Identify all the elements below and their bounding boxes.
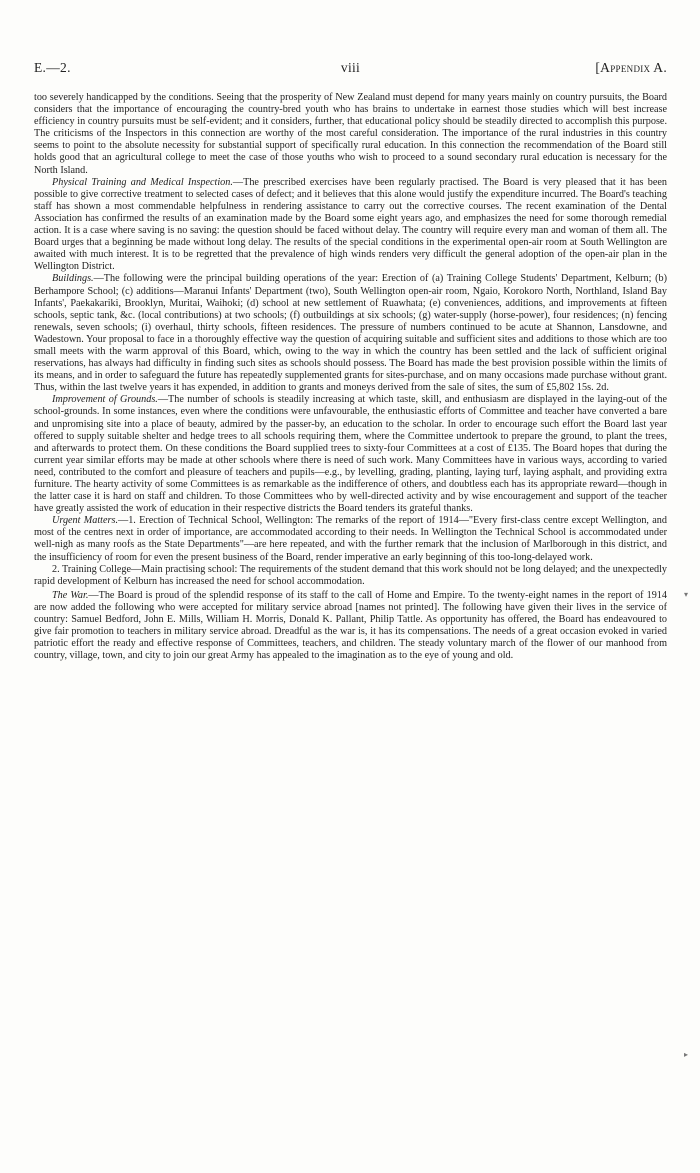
paragraph-buildings <box>34 273 667 394</box>
paragraph-text: too severely handicapped by the conditions. Seeing that the prosperity of New Zealand must depend for many years mainly on country pursuits, the Board considers that the importance of encouraging the country-bred youth who has brains to undertake in earnest those studies which will best increase efficiency in country pursuits must be self-evident; and it considers, further, that educational policy should be steadily directed to accomplish this purpose. The criticisms of the Inspectors in this connection are worthy of the most careful consideration. The importance of the rural industries in this country seems to point to the absolute necessity for substantial support of specifically rural education. In this connection the recommendation of the Board still holds good that an agricultural college to meet the case of those youths who wish to proceed to a sound secondary rural education is necessary for the North Island. <box>34 92 667 176</box>
section-heading: Improvement of Grounds. <box>52 394 158 406</box>
paragraph-the-war <box>34 590 667 663</box>
paragraph-training-college <box>34 564 667 588</box>
appendix-label: [Appendix A. <box>595 60 667 75</box>
page-header <box>34 60 667 80</box>
paragraph-rural-education <box>34 92 667 177</box>
paragraph-text: —The following were the principal building operations of the year: Erection of (a) Training College Students' Department, Kelburn; (b) Berhampore School; (c) additions—Maranui Infants' Department (two), South Wellington open-air room, Ngaio, Korokoro North, Northland, Island Bay Infants', Paekakariki, Brooklyn, Muritai, Waihoki; (d) school at new settlement of Ruawhata; (e) conveniences, additions, and improvements at fifteen schools, septic tank, &c. (local contributions) at two schools; (f) outbuildings at six schools; (g) water-supply (horse-power), four residences; (n) fencing renewals, seven schools; (i) overhaul, thirty schools, fifteen residences. The pressure of numbers continued to be acute at Shannon, Lansdowne, and Wadestown. Your proposal to face in a thoroughly effective way the question of acquiring suitable and sufficient sites and additions to those which are too small meets with the warm approval of this Board, which, owing to the way in which the country has been settled and the lack of sufficient original reservations, has always had difficulty in finding such sites as schools should possess. The Board has made the best provision possible within the limits of its means, and in order to safeguard the future has repeatedly supplemented grants for sites-purchase, and on many occasions made purchase without grant. Thus, within the last twelve years it has expended, in addition to grants and moneys derived from the sale of sites, the sum of £5,802 15s. 2d. <box>34 273 667 394</box>
paragraph-text: 2. Training College—Main practising school: The requirements of the student demand that this work should not be long delayed; and the unexpectedly rapid development of Kelburn has increased the need for school accommodation. <box>34 563 667 587</box>
body-text <box>34 92 667 662</box>
section-heading: Urgent Matters. <box>52 515 119 527</box>
paragraph-text: —The prescribed exercises have been regularly practised. The Board is very pleased that it has been possible to give corrective treatment to selected cases of defect; and it believes that this alone would justify the expenditure incurred. The Board's teaching staff has shown a most commendable helpfulness in rendering assistance to carry out the corrective courses. The recent examination of the Dental Association has confirmed the results of an examination made by the Board some eight years ago, and emphasizes the need for some thorough remedial action. It is a case where saving is no saving: the question should be faced without delay. The country will require every man and woman of them all. The Board urges that a beginning be made without long delay. The results of the special conditions in the experimental open-air room at South Wellington are awaited with much interest. It is to be regretted that the prevalence of high winds renders very difficult the general adoption of the open-air plan in the Wellington District. <box>34 176 668 273</box>
report-code: E.—2. <box>34 60 71 75</box>
section-heading: Buildings. <box>52 273 94 285</box>
section-heading: Physical Training and Medical Inspection. <box>52 176 233 188</box>
margin-mark-icon: ▾ <box>684 590 689 599</box>
paragraph-improvement-of-grounds <box>34 394 667 515</box>
paragraph-text: —1. Erection of Technical School, Wellington: The remarks of the report of 1914—"Every first-class centre except Wellington, and most of the centres next in order of importance, are accommodated according to their needs. In Wellington the Technical School is accommodated under well-nigh as many roofs as the State Departments"—are here repeated, and with the further remark that the inclusion of Marlborough in this district, and the insufficiency of room for even the present business of the Board, render imperative an early beginning of this too-long-delayed work. <box>34 515 667 563</box>
margin-mark-icon: ▸ <box>684 1050 689 1059</box>
paragraph-text: —The number of schools is steadily increasing at which taste, skill, and enthusiasm are displayed in the laying-out of the school-grounds. In some instances, even where the conditions were unfavourable, the enthusiastic efforts of Committee and teacher have converted a bare and unpromising site into a place of beauty, admired by the passer-by, an education to the scholar. In order to encourage such effort the Board last year offered to supply suitable shelter and hedge trees to all schools requiring them, where the Committee undertook to prepare the ground, to plant the trees, and afterwards to protect them. On these conditions the Board supplied trees to sixty-four Committees at a cost of £135. The Board hopes that during the current year similar efforts may be made at other schools where there is need of such work. Many Committees have in various ways, according to varied need, contributed to the comfort and pleasure of teachers and pupils—e.g., by levelling, grading, planting, laying turf, laying asphalt, and providing extra furniture. The hearty activity of some Committees is as remarkable as the indifference of others, and doubtless each has its appropriate reward—though in the latter case it is hard on staff and children. To those Committees who by well-directed activity and by wise encouragement and support of the teacher have greatly assisted the work of education in their respective districts the Board tenders its grateful thanks. <box>34 394 667 515</box>
paragraph-physical-training <box>34 177 667 274</box>
section-heading: The War. <box>52 589 89 601</box>
page-number: viii <box>340 60 361 75</box>
paragraph-urgent-matters <box>34 515 667 563</box>
paragraph-text: —The Board is proud of the splendid response of its staff to the call of Home and Empire. To the twenty-eight names in the report of 1914 are now added the following who were accepted for military service abroad [names not printed]. The following have given their lives in the service of country: Samuel Bedford, John E. Mills, William H. Morris, Donald K. Pallant, Philip Tattle. As opportunity has offered, the Board has endeavoured to give fair promotion to teachers in military service abroad. Dreadful as the war is, it has its compensations. The needs of a great occasion evoked in varied patriotic effort the ready and effective response of Committees, teachers, and children. The steady voluntary march of the flower of our manhood from country, village, town, and city to join our great Army has appealed to the imagination as to the eye of young and old. <box>34 589 667 662</box>
